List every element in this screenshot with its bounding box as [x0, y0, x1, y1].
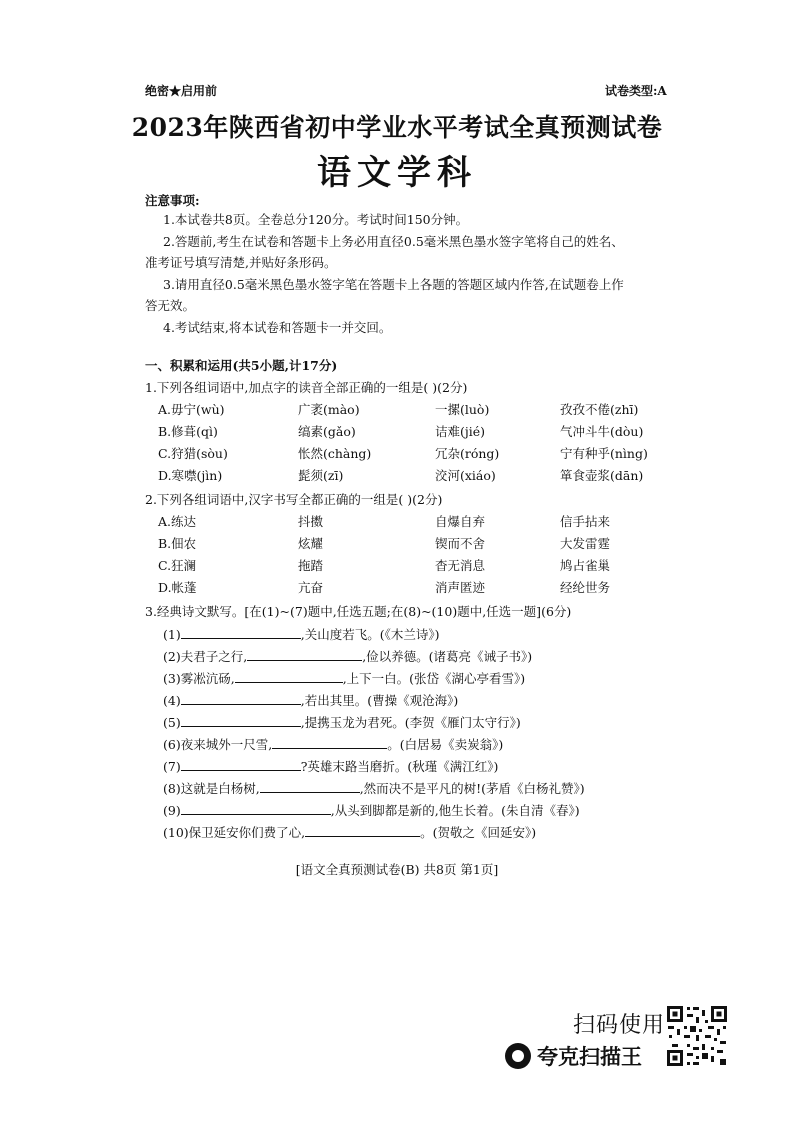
q1-option-c3: 冗杂(róng) [435, 446, 500, 461]
q2-option-a4: 信手拈来 [560, 514, 611, 529]
poem-4-suffix: ,若出其里。(曹操《观沧海》) [300, 693, 459, 708]
q2-option-d2: 亢奋 [298, 580, 324, 595]
poem-4-blank[interactable] [181, 692, 301, 705]
q2-option-b1: B.佃农 [158, 536, 197, 551]
q1-option-d4: 箪食壶浆(dān) [560, 468, 644, 483]
note-item-4: 4.考试结束,将本试卷和答题卡一并交回。 [163, 320, 392, 335]
q1-option-b3: 诘难(jié) [435, 424, 486, 439]
q1-option-d2: 髭须(zī) [298, 468, 344, 483]
poem-6-prefix: (6)夜来城外一尺雪, [163, 737, 273, 752]
q2-option-a3: 自爆自弃 [435, 514, 486, 529]
poem-6-blank[interactable] [272, 736, 387, 749]
poem-line-5 [163, 713, 521, 731]
paper-type-label: 试卷类型:A [605, 84, 667, 98]
q2-option-a1: A.练达 [158, 514, 197, 529]
brand-name: 夸克扫描王 [537, 1045, 642, 1069]
q2-option-c4: 鸠占雀巢 [560, 558, 611, 573]
secret-label: 绝密★启用前 [145, 84, 218, 98]
poem-line-4 [163, 691, 458, 709]
poem-5-blank[interactable] [181, 714, 301, 727]
q2-option-c1: C.狂澜 [158, 558, 197, 573]
scan-use-label: 扫码使用 [573, 1013, 666, 1038]
poem-line-7 [163, 757, 498, 775]
q1-option-c4: 宁有种乎(nìng) [560, 446, 648, 461]
poem-line-2 [163, 647, 532, 665]
q1-stem: 1.下列各组词语中,加点字的读音全部正确的一组是( )(2分) [145, 380, 468, 395]
subject-title: 语文学科 [317, 153, 477, 193]
q1-option-b4: 气冲斗牛(dòu) [560, 424, 644, 439]
poem-7-prefix: (7) [163, 759, 181, 774]
poem-6-suffix: 。(白居易《卖炭翁》) [387, 737, 504, 752]
q2-option-a2: 抖擞 [298, 514, 324, 529]
q1-option-a1: A.毋宁(wù) [158, 402, 225, 417]
q1-option-a3: 一摞(luò) [435, 402, 490, 417]
q2-option-b4: 大发雷霆 [560, 536, 611, 551]
poem-8-prefix: (8)这就是白杨树, [163, 781, 260, 796]
poem-2-blank[interactable] [247, 648, 362, 661]
poem-line-10 [163, 823, 536, 841]
poem-3-suffix: ,上下一白。(张岱《湖心亭看雪》) [342, 671, 526, 686]
poem-8-blank[interactable] [260, 780, 360, 793]
poem-2-suffix: ,俭以养德。(诸葛亮《诫子书》) [362, 649, 533, 664]
note-item-2b: 准考证号填写清楚,并贴好条形码。 [145, 255, 337, 270]
poem-5-suffix: ,提携玉龙为君死。(李贺《雁门太守行》) [300, 715, 521, 730]
poem-line-8 [163, 779, 585, 797]
brand-logo-icon [505, 1043, 531, 1069]
q2-option-d3: 消声匿迹 [435, 580, 486, 595]
poem-line-9 [163, 801, 580, 819]
poem-10-blank[interactable] [305, 824, 420, 837]
q2-stem: 2.下列各组词语中,汉字书写全都正确的一组是( )(2分) [145, 492, 443, 507]
poem-line-3 [163, 669, 525, 687]
poem-1-suffix: ,关山度若飞。(《木兰诗》) [300, 627, 440, 642]
poem-1-blank[interactable] [181, 626, 301, 639]
q1-option-d3: 洨河(xiáo) [435, 468, 496, 483]
q2-option-b2: 炫耀 [298, 536, 324, 551]
poem-7-blank[interactable] [181, 758, 301, 771]
notes-heading: 注意事项: [145, 193, 200, 208]
q2-option-b3: 锲而不舍 [435, 536, 486, 551]
scanner-brand [505, 1040, 642, 1072]
note-item-1: 1.本试卷共8页。全卷总分120分。考试时间150分钟。 [163, 212, 469, 227]
q1-option-c2: 怅然(chàng) [298, 446, 372, 461]
exam-title: 2023年陕西省初中学业水平考试全真预测试卷 [131, 113, 663, 142]
poem-10-suffix: 。(贺敬之《回延安》) [420, 825, 537, 840]
poem-9-blank[interactable] [181, 802, 331, 815]
q1-option-a2: 广袤(mào) [298, 402, 360, 417]
poem-9-suffix: ,从头到脚都是新的,他生长着。(朱自清《春》) [330, 803, 580, 818]
q2-option-d4: 经纶世务 [560, 580, 611, 595]
q2-option-c3: 杳无消息 [435, 558, 486, 573]
poem-3-prefix: (3)雾凇沆砀, [163, 671, 235, 686]
poem-line-1 [163, 625, 439, 643]
q1-option-c1: C.狩猎(sòu) [158, 446, 228, 461]
poem-1-prefix: (1) [163, 627, 181, 642]
poem-4-prefix: (4) [163, 693, 181, 708]
q2-option-d1: D.帐蓬 [158, 580, 197, 595]
q2-option-c2: 拖踏 [298, 558, 324, 573]
poem-2-prefix: (2)夫君子之行, [163, 649, 248, 664]
section1-heading: 一、积累和运用(共5小题,计17分) [145, 358, 338, 373]
poem-7-suffix: ?英雄末路当磨折。(秋瑾《满江红》) [300, 759, 499, 774]
poem-10-prefix: (10)保卫延安你们费了心, [163, 825, 306, 840]
note-item-2a: 2.答题前,考生在试卷和答题卡上务必用直径0.5毫米黑色墨水签字笔将自己的姓名、 [163, 234, 624, 249]
q1-option-a4: 孜孜不倦(zhī) [560, 402, 639, 417]
note-item-3b: 答无效。 [145, 298, 196, 313]
q1-option-b1: B.修葺(qì) [158, 424, 218, 439]
poem-8-suffix: ,然而决不是平凡的树!(茅盾《白杨礼赞》) [359, 781, 585, 796]
q3-stem: 3.经典诗文默写。[在(1)~(7)题中,任选五题;在(8)~(10)题中,任选一题](6分) [145, 604, 572, 619]
q1-option-d1: D.寒噤(jìn) [158, 468, 223, 483]
page-footer: [语文全真预测试卷(B) 共8页 第1页] [295, 862, 499, 877]
poem-line-6 [163, 735, 503, 753]
poem-9-prefix: (9) [163, 803, 181, 818]
qr-code-icon[interactable] [666, 1005, 728, 1067]
q1-option-b2: 缟素(gǎo) [298, 424, 356, 439]
note-item-3a: 3.请用直径0.5毫米黑色墨水签字笔在答题卡上各题的答题区域内作答,在试题卷上作 [163, 277, 624, 292]
poem-5-prefix: (5) [163, 715, 181, 730]
poem-3-blank[interactable] [235, 670, 343, 683]
